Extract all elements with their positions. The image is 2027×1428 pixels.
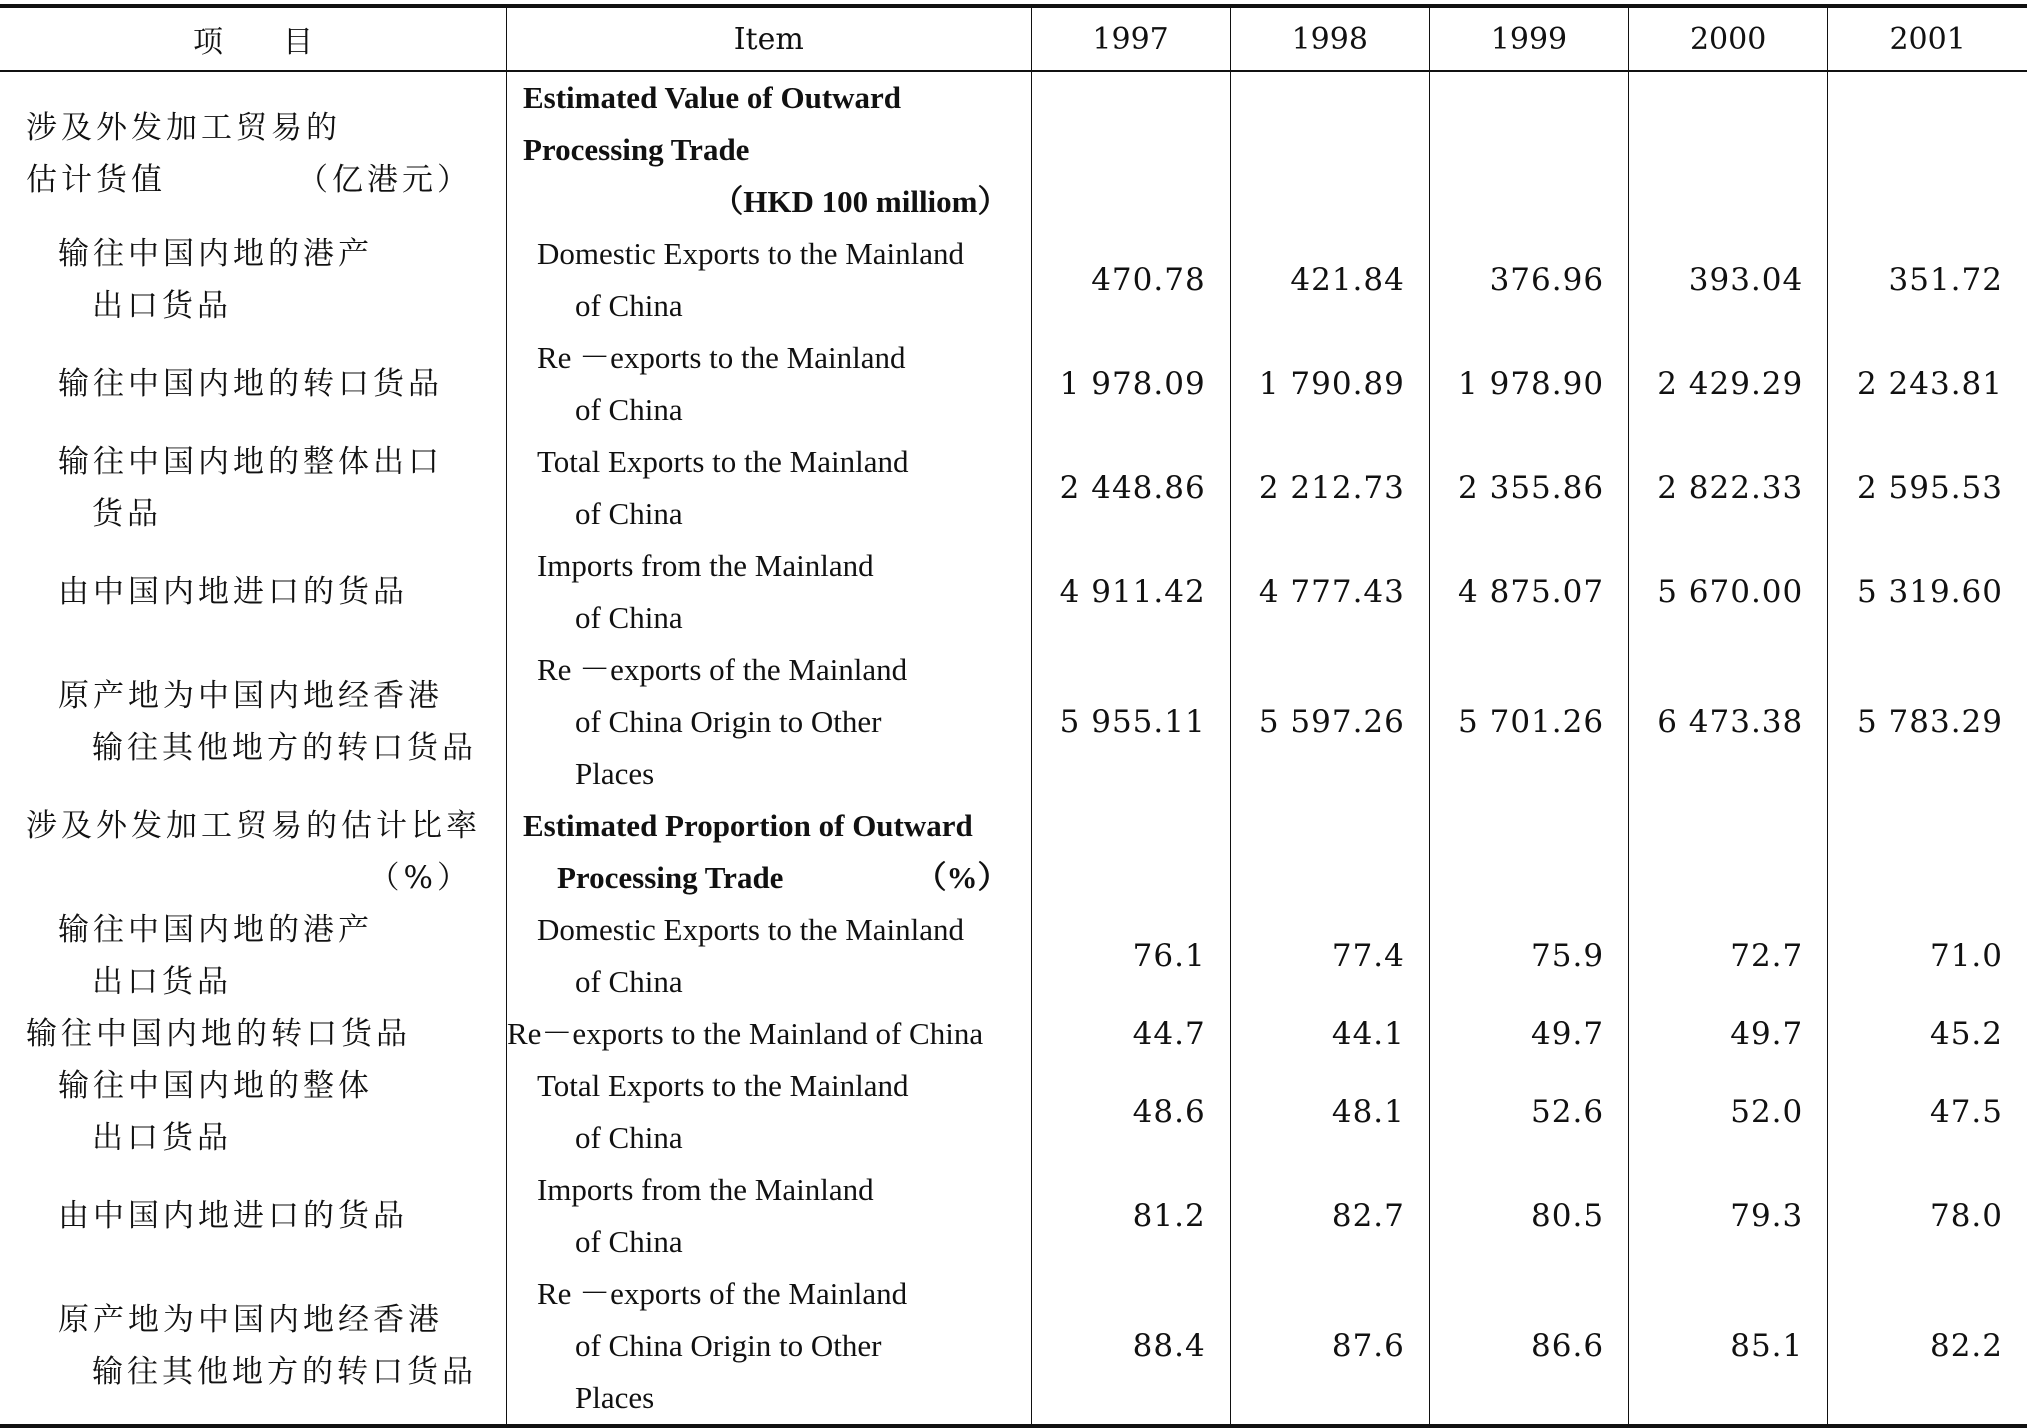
section-title-cn — [0, 71, 506, 228]
row-label-cn-line: 原产地为中国内地经香港 — [58, 1302, 443, 1338]
value-cell: 77.4 — [1230, 904, 1429, 1008]
row-label-en — [506, 1164, 1031, 1268]
row-label-en-line: Imports from the Mainland — [536, 1172, 874, 1207]
value-cell: 88.4 — [1031, 1268, 1230, 1426]
value-cell: 2 355.86 — [1429, 436, 1628, 540]
value-cell: 5 701.26 — [1429, 644, 1628, 800]
row-label-cn — [0, 436, 506, 540]
value-cell: 82.2 — [1828, 1268, 2027, 1426]
section-title-cn — [0, 800, 506, 904]
empty-cell — [1828, 71, 2027, 228]
empty-cell — [1629, 800, 1828, 904]
value-cell: 71.0 — [1929, 938, 2003, 974]
header-year: 1998 — [1230, 6, 1429, 71]
empty-cell — [1031, 71, 1230, 228]
header-item-cn: 项 目 — [0, 6, 506, 71]
header-year: 2001 — [1828, 6, 2027, 71]
value-cell: 48.6 — [1031, 1060, 1230, 1164]
row-label-en-line: of China — [574, 600, 683, 635]
value-cell: 1 978.90 — [1429, 332, 1628, 436]
row-label-cn — [0, 228, 506, 332]
section-title-en-line — [523, 852, 1031, 904]
section-title-cn-line — [26, 154, 506, 206]
row-label-cn-line: 出口货品 — [92, 964, 232, 1000]
row-label-cn — [0, 904, 506, 1008]
table-row — [0, 228, 2027, 332]
value-cell: 4 911.42 — [1031, 540, 1230, 644]
value-cell: 4 777.43 — [1230, 540, 1429, 644]
empty-cell — [1828, 800, 2027, 904]
value-cell: 2 212.73 — [1230, 436, 1429, 540]
empty-cell — [1429, 71, 1628, 228]
row-label-en-line: Domestic Exports to the Mainland — [536, 912, 965, 947]
value-cell: 49.7 — [1629, 1008, 1828, 1060]
value-cell: 421.84 — [1230, 228, 1429, 332]
value-cell: 5 783.29 — [1856, 704, 2003, 740]
section-title-en-line: Processing Trade — [522, 132, 750, 167]
value-cell: 470.78 — [1031, 228, 1230, 332]
row-label-en — [506, 436, 1031, 540]
row-label-cn-line: 输往中国内地的港产 — [58, 236, 373, 272]
value-cell: 393.04 — [1629, 228, 1828, 332]
row-label-cn-line: 输往中国内地的港产 — [58, 912, 373, 948]
value-cell: 4 875.07 — [1429, 540, 1628, 644]
row-label-en-line: Imports from the Mainland — [536, 548, 874, 583]
value-cell: 85.1 — [1629, 1268, 1828, 1426]
value-cell: 45.2 — [1929, 1016, 2003, 1052]
row-label-en — [506, 644, 1031, 800]
row-label-cn-line: 输往中国内地的转口货品 — [26, 1016, 411, 1052]
value-cell: 75.9 — [1429, 904, 1628, 1008]
row-label-cn — [0, 540, 506, 644]
row-label-en — [506, 1008, 1031, 1060]
header-year: 1997 — [1031, 6, 1230, 71]
value-cell: 376.96 — [1429, 228, 1628, 332]
row-label-cn-line: 原产地为中国内地经香港 — [58, 678, 443, 714]
value-cell: 47.5 — [1929, 1094, 2003, 1130]
row-label-cn — [0, 1008, 506, 1060]
row-label-en-line: of China — [574, 964, 683, 999]
value-cell: 2 448.86 — [1031, 436, 1230, 540]
value-cell: 2 429.29 — [1629, 332, 1828, 436]
table-row — [0, 1268, 2027, 1426]
row-label-cn — [0, 644, 506, 800]
row-label-cn-line: 输往中国内地的整体出口 — [58, 444, 443, 480]
value-cell: 5 319.60 — [1856, 574, 2003, 610]
section-title-en-line: Estimated Proportion of Outward — [522, 808, 973, 843]
empty-cell — [1629, 71, 1828, 228]
value-cell: 72.7 — [1629, 904, 1828, 1008]
value-cell: 5 597.26 — [1230, 644, 1429, 800]
row-label-en — [506, 540, 1031, 644]
row-label-en-line: of China — [574, 1120, 683, 1155]
row-label-cn-line: 出口货品 — [92, 1120, 232, 1156]
value-cell: 5 670.00 — [1629, 540, 1828, 644]
table-row — [0, 1060, 2027, 1164]
value-cell: 44.1 — [1230, 1008, 1429, 1060]
value-cell: 52.6 — [1429, 1060, 1628, 1164]
value-cell: 2 243.81 — [1856, 366, 2003, 402]
row-label-en-line: Total Exports to the Mainland — [536, 444, 909, 479]
row-label-en — [506, 1060, 1031, 1164]
empty-cell — [1230, 800, 1429, 904]
value-cell: 1 790.89 — [1230, 332, 1429, 436]
empty-cell — [1230, 71, 1429, 228]
row-label-en-line: Re －exports to the Mainland — [536, 340, 906, 375]
value-cell: 76.1 — [1031, 904, 1230, 1008]
row-label-en-line: of China — [574, 288, 683, 323]
value-cell: 44.7 — [1031, 1008, 1230, 1060]
row-label-en-line: of China — [574, 1224, 683, 1259]
row-label-cn-line: 货品 — [92, 496, 162, 532]
row-label-cn-line: 输往中国内地的整体 — [58, 1068, 373, 1104]
section-unit-en: （HKD 100 milliom） — [712, 184, 1009, 219]
row-label-en-line: Re －exports of the Mainland — [536, 1276, 908, 1311]
value-cell: 86.6 — [1429, 1268, 1628, 1426]
header-year: 2000 — [1629, 6, 1828, 71]
table-row — [0, 644, 2027, 800]
row-label-en — [506, 228, 1031, 332]
value-cell: 48.1 — [1230, 1060, 1429, 1164]
value-cell: 78.0 — [1929, 1198, 2003, 1234]
row-label-en-line: Domestic Exports to the Mainland — [536, 236, 965, 271]
header-year: 1999 — [1429, 6, 1628, 71]
section-header-row — [0, 800, 2027, 904]
row-label-cn-line: 出口货品 — [92, 288, 232, 324]
row-label-en-line: Re－exports to the Mainland of China — [506, 1016, 984, 1051]
section-unit-cn: （亿港元） — [296, 162, 472, 198]
header-item-en: Item — [506, 6, 1031, 71]
table-row — [0, 540, 2027, 644]
row-label-en — [506, 1268, 1031, 1426]
value-cell: 87.6 — [1230, 1268, 1429, 1426]
value-cell: 351.72 — [1888, 262, 2003, 298]
row-label-en — [506, 904, 1031, 1008]
section-title-en — [506, 800, 1031, 904]
value-cell: 2 595.53 — [1856, 470, 2003, 506]
row-label-en-line: Places — [574, 1380, 655, 1415]
row-label-cn — [0, 1268, 506, 1426]
value-cell: 6 473.38 — [1629, 644, 1828, 800]
row-label-en-line: of China Origin to Other — [574, 704, 882, 739]
table-row — [0, 1008, 2027, 1060]
section-title-en-line: Estimated Value of Outward — [522, 80, 902, 115]
section-title-en — [506, 71, 1031, 228]
row-label-en-line: of China — [574, 496, 683, 531]
row-label-en-line: of China Origin to Other — [574, 1328, 882, 1363]
outward-processing-trade-table — [0, 4, 2027, 1428]
row-label-cn-line: 输往其他地方的转口货品 — [92, 1354, 477, 1390]
row-label-en — [506, 332, 1031, 436]
section-unit-cn: （%） — [368, 860, 472, 896]
table-row — [0, 332, 2027, 436]
empty-cell — [1031, 800, 1230, 904]
table-row — [0, 904, 2027, 1008]
row-label-cn — [0, 332, 506, 436]
value-cell: 80.5 — [1429, 1164, 1628, 1268]
row-label-cn-line: 输往其他地方的转口货品 — [92, 730, 477, 766]
section-title-en-text: Processing Trade — [556, 860, 784, 895]
table-row — [0, 436, 2027, 540]
section-title-cn-line: 涉及外发加工贸易的估计比率 — [26, 808, 481, 844]
row-label-cn-line: 输往中国内地的转口货品 — [58, 366, 443, 402]
row-label-en-line: Total Exports to the Mainland — [536, 1068, 909, 1103]
section-title-cn-line: 涉及外发加工贸易的 — [26, 110, 341, 146]
row-label-cn — [0, 1060, 506, 1164]
value-cell: 5 955.11 — [1031, 644, 1230, 800]
section-unit-en: （%） — [915, 860, 1009, 895]
row-label-cn-line: 由中国内地进口的货品 — [58, 574, 408, 610]
header-row — [0, 6, 2027, 71]
row-label-en-line: Re －exports of the Mainland — [536, 652, 908, 687]
row-label-cn-line: 由中国内地进口的货品 — [58, 1198, 408, 1234]
empty-cell — [1429, 800, 1628, 904]
section-title-cn-text: 估计货值 — [26, 162, 166, 198]
value-cell: 79.3 — [1629, 1164, 1828, 1268]
value-cell: 1 978.09 — [1031, 332, 1230, 436]
row-label-en-line: Places — [574, 756, 655, 791]
table-row — [0, 1164, 2027, 1268]
value-cell: 81.2 — [1031, 1164, 1230, 1268]
row-label-cn — [0, 1164, 506, 1268]
value-cell: 2 822.33 — [1629, 436, 1828, 540]
value-cell: 49.7 — [1429, 1008, 1628, 1060]
section-header-row — [0, 71, 2027, 228]
value-cell: 52.0 — [1629, 1060, 1828, 1164]
row-label-en-line: of China — [574, 392, 683, 427]
value-cell: 82.7 — [1230, 1164, 1429, 1268]
